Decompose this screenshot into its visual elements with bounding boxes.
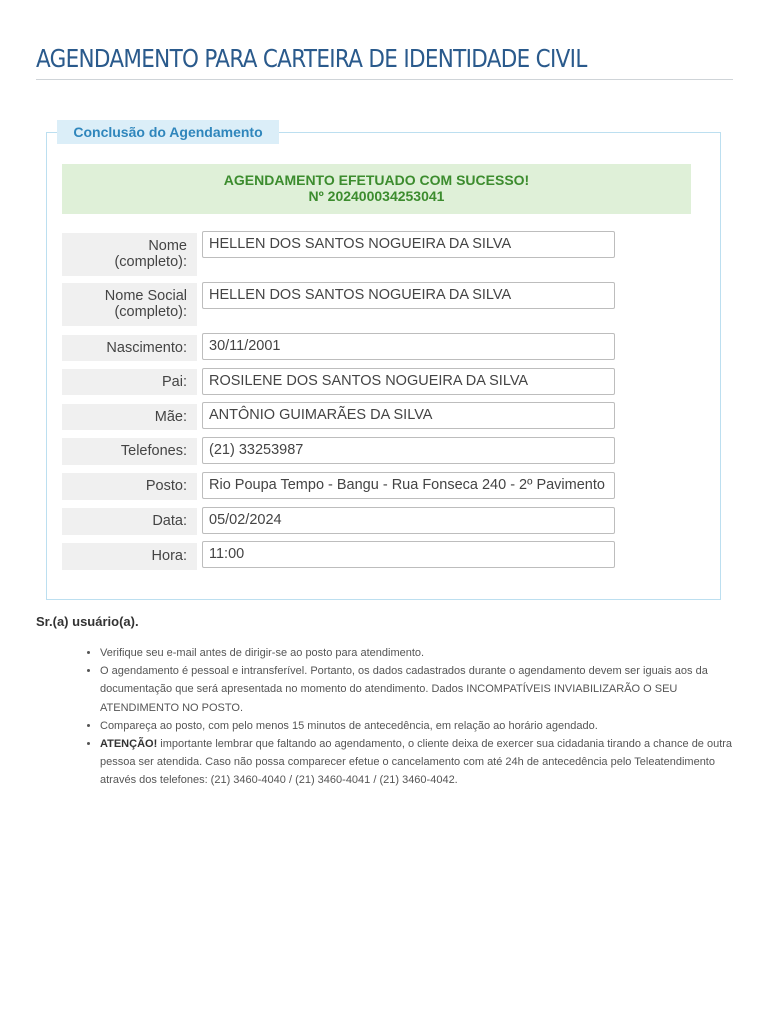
nome-label-line2: (completo): [114, 254, 187, 270]
attention-label: ATENÇÃO! [100, 738, 158, 751]
notice-heading: Sr.(a) usuário(a). [36, 614, 139, 629]
nome-field[interactable]: HELLEN DOS SANTOS NOGUEIRA DA SILVA [202, 231, 615, 258]
telefones-field[interactable]: (21) 33253987 [202, 437, 615, 464]
pai-label: Pai: [62, 369, 197, 395]
page-title: AGENDAMENTO PARA CARTEIRA DE IDENTIDADE CIVIL [36, 44, 587, 73]
success-message [62, 164, 691, 214]
booking-number: Nº 202400034253041 [308, 188, 445, 204]
data-field[interactable]: 05/02/2024 [202, 507, 615, 534]
notice-item: • Verifique seu e-mail antes de dirigir-se ao posto para atendimento. [100, 644, 734, 662]
mae-label: Mãe: [62, 404, 197, 430]
panel-legend: Conclusão do Agendamento [57, 120, 279, 144]
mae-field[interactable]: ANTÔNIO GUIMARÃES DA SILVA [202, 402, 615, 429]
hora-label: Hora: [62, 543, 197, 570]
telefones-label: Telefones: [62, 438, 197, 465]
nome-label [62, 233, 197, 276]
hora-field[interactable]: 11:00 [202, 541, 615, 568]
attention-text: importante lembrar que faltando ao agendamento, o cliente deixa de exercer sua cidadania tirando a chance de outra pessoa ser atendida. Caso não possa comparecer efetue o cancelamento com até 24h de antecedência pelo Teleatendimento através dos telefones: (21) 3460-4040 / (21) 3460-4041 / (21) 3460-4042. [100, 738, 733, 787]
success-title: AGENDAMENTO EFETUADO COM SUCESSO! [223, 172, 530, 188]
title-divider [36, 79, 733, 80]
notice-item: • Compareça ao posto, com pelo menos 15 minutos de antecedência, em relação ao horário agendado. [100, 717, 734, 735]
notice-item-attention [100, 735, 734, 790]
posto-field[interactable]: Rio Poupa Tempo - Bangu - Rua Fonseca 240 - 2º Pavimento [202, 472, 615, 499]
nascimento-label: Nascimento: [62, 335, 197, 361]
posto-label: Posto: [62, 473, 197, 500]
nome-social-label [62, 283, 197, 326]
nome-social-label-line2: (completo): [114, 304, 187, 320]
nome-label-line1: Nome [148, 238, 187, 254]
notice-list [64, 644, 734, 790]
data-label: Data: [62, 508, 197, 535]
pai-field[interactable]: ROSILENE DOS SANTOS NOGUEIRA DA SILVA [202, 368, 615, 395]
notice-item: • O agendamento é pessoal e intransferível. Portanto, os dados cadastrados durante o agendamento devem ser iguais aos da documentação que será apresentada no momento do atendimento. Dados INCOMPATÍVEIS INVIABILIZARÃO O SEU ATENDIMENTO NO POSTO. [100, 662, 734, 717]
nascimento-field[interactable]: 30/11/2001 [202, 333, 615, 360]
nome-social-field[interactable]: HELLEN DOS SANTOS NOGUEIRA DA SILVA [202, 282, 615, 309]
nome-social-label-line1: Nome Social [104, 288, 187, 304]
